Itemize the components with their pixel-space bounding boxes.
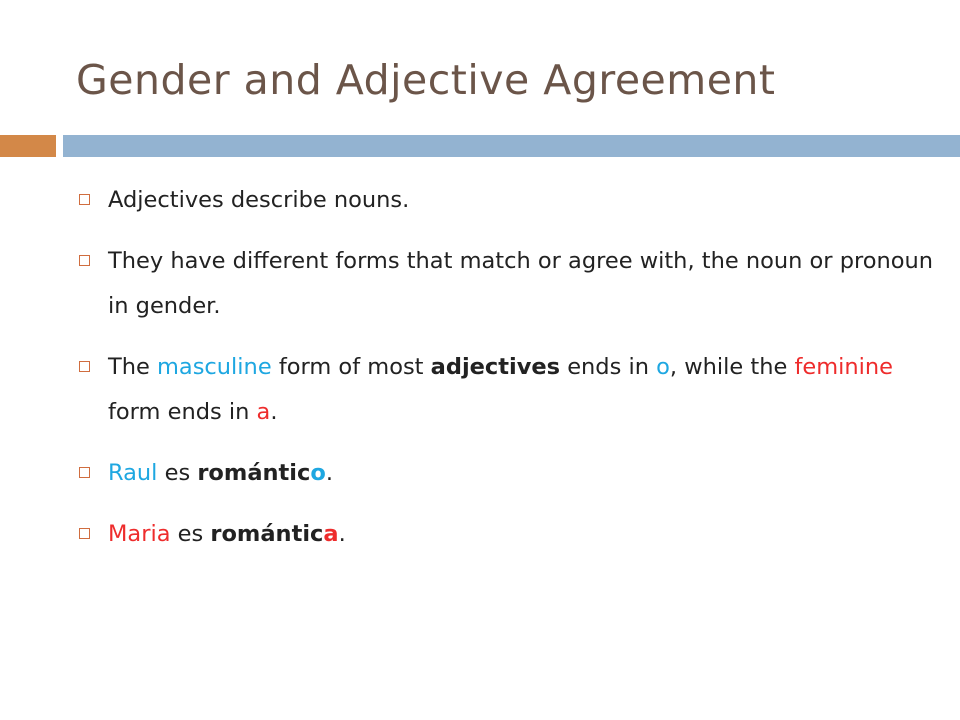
slide-title: Gender and Adjective Agreement <box>76 56 776 104</box>
bullet-item <box>76 345 936 435</box>
text-segment-bold: adjectives <box>430 354 561 380</box>
text-segment-normal: ends in <box>560 354 657 380</box>
text-segment-masculine: Raul <box>108 460 158 486</box>
text-segment-normal: Adjectives describe nouns. <box>108 187 410 213</box>
text-segment-masculine: masculine <box>157 354 272 380</box>
text-segment-normal: They have different forms that match or agree with, the noun or pronoun in gender. <box>108 248 934 319</box>
text-segment-normal: . <box>270 399 278 425</box>
text-segment-normal: es <box>170 521 211 547</box>
text-segment-normal: The <box>108 354 157 380</box>
text-segment-masculine: o <box>656 354 670 380</box>
text-segment-normal: form ends in <box>108 399 257 425</box>
bullet-square-icon <box>79 361 90 372</box>
text-segment-normal: es <box>157 460 198 486</box>
bullet-text <box>108 521 346 547</box>
text-segment-feminine: a <box>256 399 271 425</box>
text-segment-normal: , while the <box>669 354 795 380</box>
bullet-square-icon <box>79 255 90 266</box>
accent-bar-left <box>0 135 56 157</box>
text-segment-masculine-bold: o <box>310 460 326 486</box>
bullet-square-icon <box>79 467 90 478</box>
bullet-square-icon <box>79 528 90 539</box>
bullet-text <box>108 187 409 213</box>
bullet-item <box>76 512 936 557</box>
text-segment-feminine: feminine <box>794 354 894 380</box>
bullet-item <box>76 239 936 329</box>
text-segment-feminine-bold: a <box>323 521 339 547</box>
text-segment-bold: romántic <box>197 460 311 486</box>
bullet-list <box>76 178 936 573</box>
text-segment-normal: form of most <box>271 354 431 380</box>
text-segment-feminine: Maria <box>108 521 171 547</box>
text-segment-normal: . <box>325 460 333 486</box>
bullet-item <box>76 178 936 223</box>
bullet-item <box>76 451 936 496</box>
bullet-square-icon <box>79 194 90 205</box>
bullet-text <box>108 248 933 319</box>
text-segment-normal: . <box>338 521 346 547</box>
accent-bar-right <box>63 135 960 157</box>
bullet-text <box>108 460 333 486</box>
text-segment-bold: romántic <box>210 521 324 547</box>
bullet-text <box>108 354 893 425</box>
